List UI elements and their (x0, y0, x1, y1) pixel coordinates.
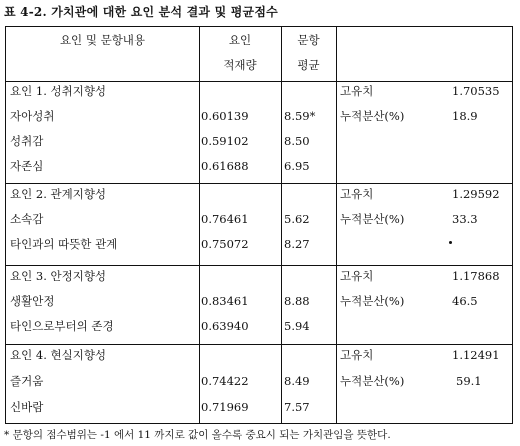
item-mean: 8.27 (284, 237, 310, 251)
table-title: 표 4-2. 가치관에 대한 요인 분석 결과 및 평균점수 (4, 5, 278, 19)
item-loading: 0.75072 (201, 237, 249, 251)
eigen-value: 1.12491 (452, 348, 500, 362)
header-mean: 문항 (297, 33, 320, 47)
item-label: 즐거움 (10, 374, 44, 388)
item-label: 자존심 (10, 159, 44, 173)
column-divider (199, 27, 200, 423)
header-mean: 평균 (297, 58, 320, 72)
item-label: 타인으로부터의 존경 (10, 319, 114, 333)
item-mean: 8.49 (284, 374, 310, 388)
item-mean: 5.62 (284, 212, 310, 226)
row-divider (6, 265, 512, 266)
eigen-label: 고유치 (340, 187, 374, 201)
variance-label: 누적분산(%) (340, 294, 405, 308)
footnote: * 문항의 점수범위는 -1 에서 11 까지로 값이 올수록 중요시 되는 가치관임을 뜻한다. (4, 429, 391, 441)
variance-value: 46.5 (452, 294, 478, 308)
eigen-label: 고유치 (340, 348, 374, 362)
item-label: 신바람 (10, 400, 44, 414)
factor-name: 요인 3. 안정지향성 (10, 269, 107, 283)
factor-name: 요인 4. 현실지향성 (10, 348, 107, 362)
item-label: 성취감 (10, 134, 44, 148)
eigen-label: 고유치 (340, 84, 374, 98)
eigen-value: 1.17868 (452, 269, 500, 283)
variance-value: 33.3 (452, 212, 478, 226)
item-mean: 6.95 (284, 159, 310, 173)
factor-name: 요인 1. 성취지향성 (10, 84, 107, 98)
item-loading: 0.76461 (201, 212, 249, 226)
item-loading: 0.74422 (201, 374, 249, 388)
item-mean: 5.94 (284, 319, 310, 333)
item-loading: 0.71969 (201, 400, 249, 414)
item-mean: 8.50 (284, 134, 310, 148)
eigen-label: 고유치 (340, 269, 374, 283)
variance-value: 18.9 (452, 109, 478, 123)
item-loading: 0.61688 (201, 159, 249, 173)
variance-label: 누적분산(%) (340, 374, 405, 388)
header-loading: 적재량 (223, 58, 257, 72)
item-mean: 8.88 (284, 294, 310, 308)
header-loading: 요인 (228, 33, 252, 47)
variance-label: 누적분산(%) (340, 109, 405, 123)
item-label: 타인과의 따뜻한 관계 (10, 237, 118, 251)
column-divider (281, 27, 282, 423)
eigen-value: 1.70535 (452, 84, 500, 98)
item-mean: 8.59* (284, 109, 316, 123)
item-loading: 0.63940 (201, 319, 249, 333)
item-loading: 0.60139 (201, 109, 249, 123)
factor-name: 요인 2. 관계지향성 (10, 187, 107, 201)
factor-analysis-table (5, 26, 513, 424)
item-label: 자아성취 (10, 109, 55, 123)
header-factor-items: 요인 및 문항내용 (59, 33, 146, 47)
variance-value: 59.1 (456, 374, 482, 388)
row-divider (6, 344, 512, 345)
variance-label: 누적분산(%) (340, 212, 405, 226)
column-divider (336, 27, 337, 423)
item-label: 소속감 (10, 212, 44, 226)
row-divider (6, 183, 512, 184)
eigen-value: 1.29592 (452, 187, 500, 201)
item-mean: 7.57 (284, 400, 310, 414)
item-loading: 0.59102 (201, 134, 249, 148)
item-label: 생활안정 (10, 294, 55, 308)
stray-mark (449, 241, 452, 244)
item-loading: 0.83461 (201, 294, 249, 308)
header-divider (6, 81, 512, 82)
